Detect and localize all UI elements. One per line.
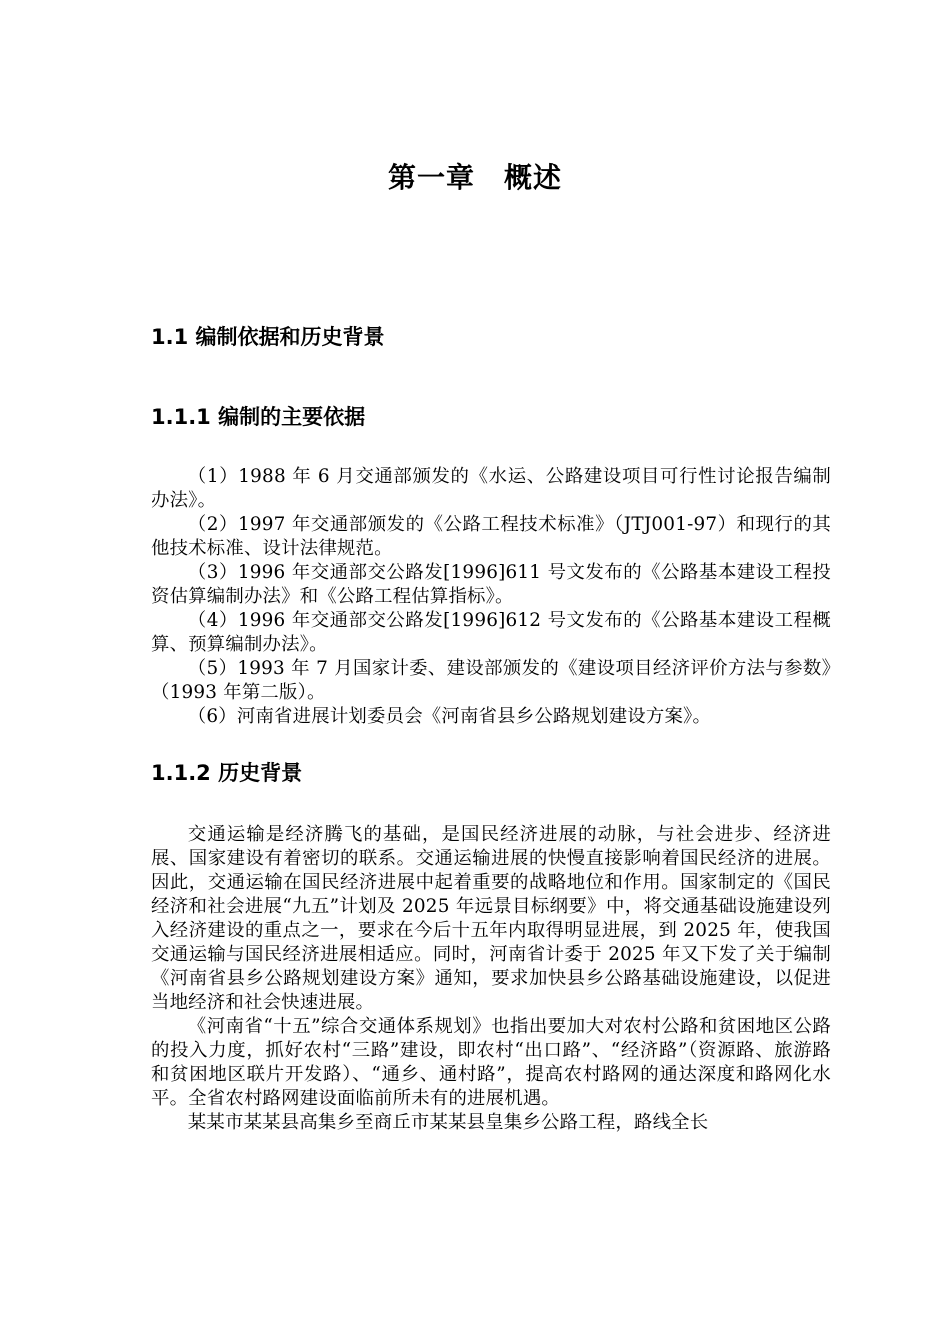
basis-item: （2）1997 年交通部颁发的《公路工程技术标准》（JTJ001-97）和现行的其他技术标准、设计法律规范。 [151,514,831,559]
basis-item: （3）1996 年交通部交公路发[1996]611 号文发布的《公路基本建设工程投资估算编制办法》和《公路工程估算指标》。 [151,562,831,607]
basis-list [151,465,831,729]
subsection-heading-basis: 1.1.1 编制的主要依据 [151,405,366,429]
chapter-title: 第一章 概述 [387,161,562,194]
basis-item: （1）1988 年 6 月交通部颁发的《水运、公路建设项目可行性讨论报告编制办法》。 [151,466,831,511]
background-paragraph: 《河南省“十五”综合交通体系规划》也指出要加大对农村公路和贫困地区公路的投入力度，抓好农村“三路”建设，即农村“出口路”、“经济路”（资源路、旅游路和贫困地区联片开发路）、“通乡、通村路”，提高农村路网的通达深度和路网化水平。全省农村路网建设面临前所未有的进展机遇。 [151,1016,831,1109]
background-text [151,823,831,1135]
background-paragraph: 交通运输是经济腾飞的基础，是国民经济进展的动脉，与社会进步、经济进展、国家建设有着密切的联系。交通运输进展的快慢直接影响着国民经济的进展。因此，交通运输在国民经济进展中起着重要的战略地位和作用。国家制定的《国民经济和社会进展“九五”计划及 2025 年远景目标纲要》中，将交通基础设施建设列入经济建设的重点之一，要求在今后十五年内取得明显进展，到 2025 年，使我国交通运输与国民经济进展相适应。同时，河南省计委于 2025 年又下发了关于编制《河南省县乡公路规划建设方案》通知，要求加快县乡公路基础设施建设，以促进当地经济和社会快速进展。 [151,824,831,1013]
background-paragraph: 某某市某某县高集乡至商丘市某某县皇集乡公路工程，路线全长 [187,1112,709,1133]
basis-item: （6）河南省进展计划委员会《河南省县乡公路规划建设方案》。 [187,706,712,727]
basis-item: （4）1996 年交通部交公路发[1996]612 号文发布的《公路基本建设工程概算、预算编制办法》。 [151,610,831,655]
basis-item: （5）1993 年 7 月国家计委、建设部颁发的《建设项目经济评价方法与参数》（1993 年第二版）。 [151,658,831,703]
subsection-heading-background: 1.1.2 历史背景 [151,761,303,785]
section-heading: 1.1 编制依据和历史背景 [151,325,385,349]
